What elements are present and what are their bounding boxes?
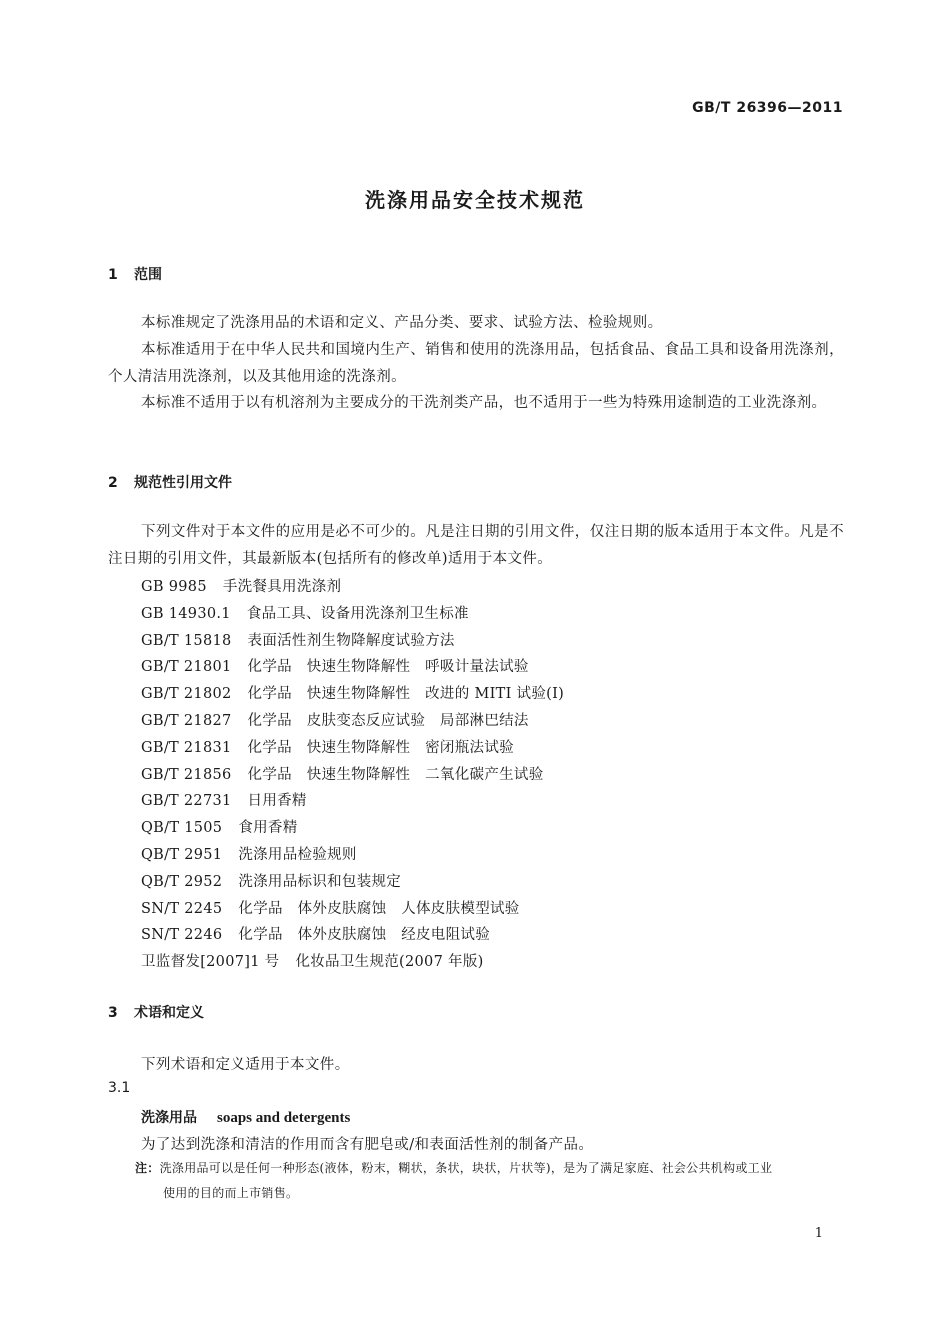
reference-item xyxy=(141,818,298,838)
reference-title: 化妆品卫生规范(2007 年版) xyxy=(295,954,484,971)
reference-code: GB 14930.1 xyxy=(141,605,231,622)
reference-item xyxy=(141,738,514,758)
reference-code: GB/T 21801 xyxy=(141,659,232,676)
reference-code: SN/T 2245 xyxy=(141,900,223,917)
section-number: 3 xyxy=(108,1005,118,1021)
reference-title: 化学品 体外皮肤腐蚀 人体皮肤模型试验 xyxy=(238,900,520,917)
reference-title: 化学品 体外皮肤腐蚀 经皮电阻试验 xyxy=(238,927,490,944)
reference-code: QB/T 2952 xyxy=(141,873,223,890)
reference-item xyxy=(141,845,357,865)
reference-code: 卫监督发[2007]1 号 xyxy=(141,954,280,971)
reference-code: QB/T 2951 xyxy=(141,847,223,863)
reference-title: 洗涤用品检验规则 xyxy=(238,847,357,863)
reference-item xyxy=(141,791,307,811)
term-definition: 为了达到洗涤和清洁的作用而含有肥皂或/和表面活性剂的制备产品。 xyxy=(141,1137,594,1153)
reference-item xyxy=(141,577,341,597)
reference-title: 化学品 快速生物降解性 二氧化碳产生试验 xyxy=(247,766,544,783)
section-number: 2 xyxy=(108,475,118,491)
reference-code: GB/T 21802 xyxy=(141,686,232,703)
reference-code: GB/T 21827 xyxy=(141,713,232,729)
reference-code: GB 9985 xyxy=(141,579,207,595)
reference-item xyxy=(141,711,529,731)
reference-item xyxy=(141,631,455,651)
scope-paragraph-2: 本标准适用于在中华人民共和国境内生产、销售和使用的洗涤用品，包括食品、食品工具和设备用洗涤剂，个人清洁用洗涤剂，以及其他用途的洗涤剂。 xyxy=(108,342,844,385)
reference-item xyxy=(141,872,401,892)
section-heading-normative-references xyxy=(108,472,232,492)
reference-item xyxy=(141,765,544,785)
reference-item xyxy=(141,657,529,677)
reference-title: 洗涤用品标识和包装规定 xyxy=(238,873,402,890)
note-line-2: 使用的目的而上市销售。 xyxy=(163,1186,299,1200)
reference-item xyxy=(141,604,469,624)
reference-title: 化学品 快速生物降解性 呼吸计量法试验 xyxy=(247,659,529,676)
reference-item xyxy=(141,952,484,972)
section-number: 1 xyxy=(108,267,118,283)
terms-intro: 下列术语和定义适用于本文件。 xyxy=(141,1057,350,1073)
term-entry xyxy=(141,1107,350,1127)
references-intro: 下列文件对于本文件的应用是必不可少的。凡是注日期的引用文件，仅注日期的版本适用于本文件。凡是不注日期的引用文件，其最新版本(包括所有的修改单)适用于本文件。 xyxy=(108,524,844,567)
section-heading-terms xyxy=(108,1002,204,1022)
reference-code: GB/T 21856 xyxy=(141,766,232,783)
term-note xyxy=(135,1156,845,1206)
section-title: 术语和定义 xyxy=(134,1005,204,1021)
reference-title: 化学品 快速生物降解性 改进的 MITI 试验(Ⅰ) xyxy=(247,686,565,703)
reference-title: 食品工具、设备用洗涤剂卫生标准 xyxy=(246,605,469,622)
reference-code: SN/T 2246 xyxy=(141,927,223,944)
reference-title: 食用香精 xyxy=(238,820,298,837)
reference-item xyxy=(141,925,490,945)
term-chinese: 洗涤用品 xyxy=(141,1110,197,1126)
section-title: 范围 xyxy=(134,267,162,283)
section-heading-scope xyxy=(108,264,162,284)
scope-paragraph-1: 本标准规定了洗涤用品的术语和定义、产品分类、要求、试验方法、检验规则。 xyxy=(141,315,663,331)
reference-title: 日用香精 xyxy=(247,793,307,810)
reference-code: QB/T 1505 xyxy=(141,820,223,837)
clause-number: 3.1 xyxy=(108,1080,131,1096)
reference-item xyxy=(141,684,564,704)
document-code: GB/T 26396—2011 xyxy=(692,100,843,116)
document-title: 洗涤用品安全技术规范 xyxy=(365,188,585,212)
note-label: 注： xyxy=(135,1161,160,1175)
reference-item xyxy=(141,899,520,919)
reference-title: 表面活性剂生物降解度试验方法 xyxy=(247,632,455,649)
reference-code: GB/T 21831 xyxy=(141,739,232,756)
note-line-1: 洗涤用品可以是任何一种形态(液体，粉末，糊状，条状，块状，片状等)，是为了满足家庭、社会公共机构或工业 xyxy=(159,1161,773,1175)
scope-paragraph-3: 本标准不适用于以有机溶剂为主要成分的干洗剂类产品，也不适用于一些为特殊用途制造的工业洗涤剂。 xyxy=(141,395,827,411)
reference-code: GB/T 22731 xyxy=(141,793,232,810)
section-title: 规范性引用文件 xyxy=(134,475,232,491)
reference-title: 手洗餐具用洗涤剂 xyxy=(222,579,342,595)
page-number: 1 xyxy=(814,1226,823,1241)
reference-title: 化学品 皮肤变态反应试验 局部淋巴结法 xyxy=(247,713,529,729)
reference-title: 化学品 快速生物降解性 密闭瓶法试验 xyxy=(247,739,514,756)
reference-code: GB/T 15818 xyxy=(141,632,232,649)
term-english: soaps and detergents xyxy=(217,1110,351,1126)
